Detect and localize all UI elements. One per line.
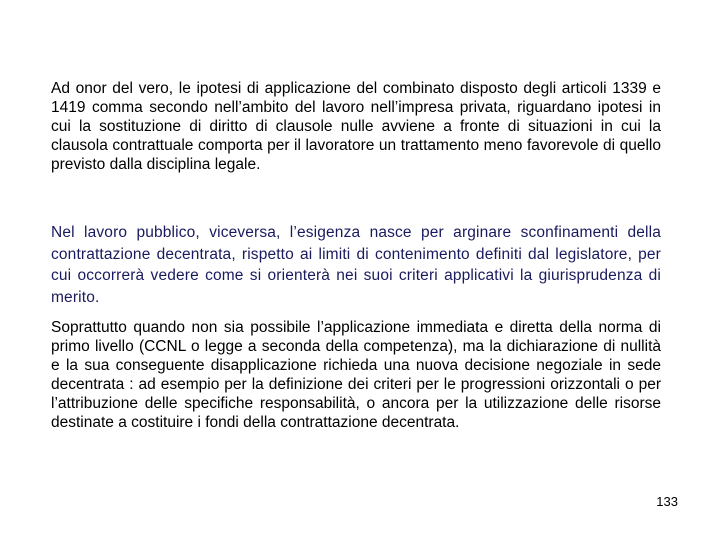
page-number: 133 bbox=[656, 494, 678, 509]
paragraph-private-sector: Ad onor del vero, le ipotesi di applicazione del combinato disposto degli articoli 1339 e 1419 comma secondo nell’ambito del lavoro nell’impresa privata, riguardano ipotesi in cui la sostituzione di diritto di clausole nulle avviene a fronte di situazioni in cui la clausola contrattuale comporta per il lavoratore un trattamento meno favorevole di quello previsto dalla disciplina legale. bbox=[51, 80, 661, 173]
paragraph-decentralized-bargaining: Soprattutto quando non sia possibile l’applicazione immediata e diretta della norma di primo livello (CCNL o legge a seconda della competenza), ma la dichiarazione di nullità e la sua conseguente disapplicazione richieda una nuova decisione negoziale in sede decentrata : ad esempio per la definizione dei criteri per le progressioni orizzontali o per l’attribuzione delle specifiche responsabilità, o ancora per la utilizzazione delle risorse destinate a costituire i fondi della contrattazione decentrata. bbox=[51, 319, 661, 431]
paragraph-public-sector: Nel lavoro pubblico, viceversa, l’esigenza nasce per arginare sconfinamenti della contrattazione decentrata, rispetto ai limiti di contenimento definiti dal legislatore, per cui occorrerà vedere come si orienterà nei suoi criteri applicativi la giurisprudenza di merito. bbox=[51, 224, 661, 306]
